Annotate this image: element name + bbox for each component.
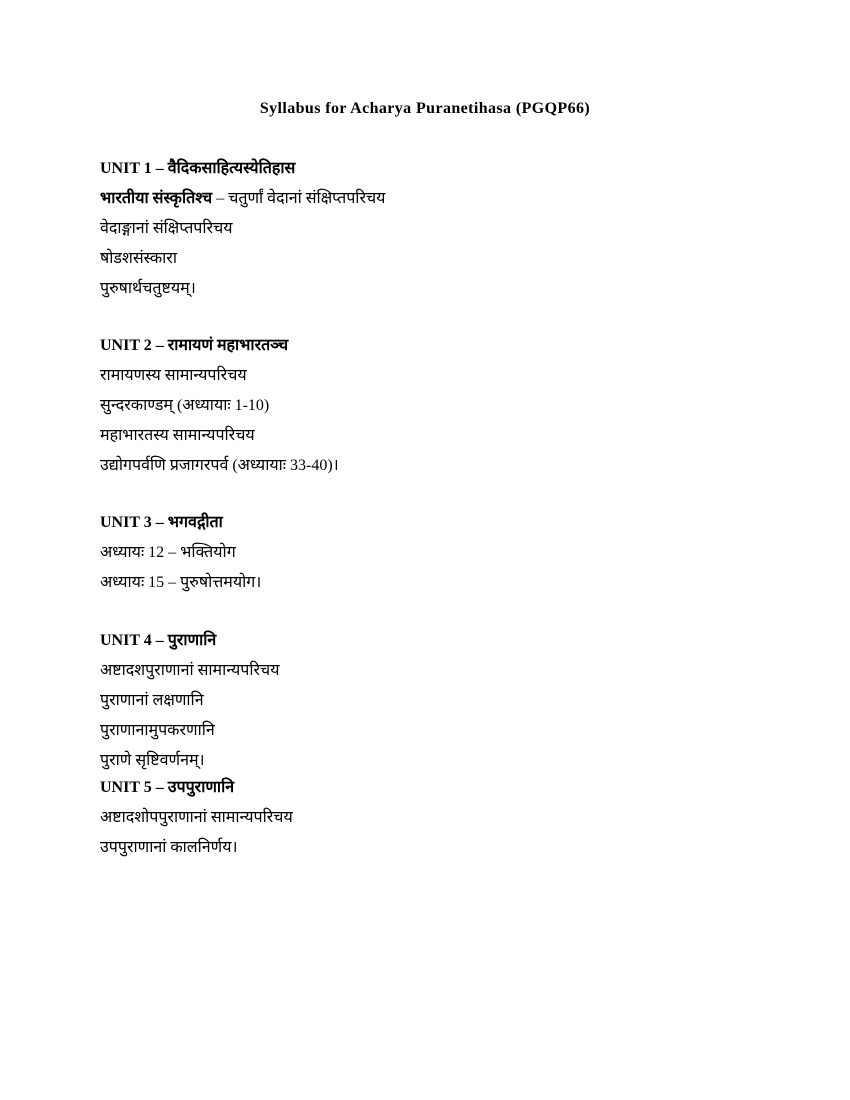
unit-5-topic-1: अष्टादशोपपुराणानां सामान्यपरिचय (100, 809, 293, 826)
unit-5-topic-2: उपपुराणानां कालनिर्णय। (100, 839, 238, 856)
unit-4-topic-3: पुराणानामुपकरणानि (100, 722, 215, 739)
unit-4-heading: UNIT 4 – पुराणानि (100, 632, 217, 649)
document-title: Syllabus for Acharya Puranetihasa (PGQP66) (259, 100, 591, 117)
unit-1-topic-1-bold: भारतीया संस्कृतिश्च (100, 190, 213, 207)
unit-1-topic-2: वेदाङ्गानां संक्षिप्तपरिचय (100, 220, 233, 237)
unit-1-topic-1-rest: – चतुर्णां वेदानां संक्षिप्तपरिचय (212, 190, 386, 207)
unit-2 (100, 331, 800, 481)
unit-3-topic-1: अध्यायः 12 – भक्तियोग (100, 544, 236, 561)
unit-4 (100, 626, 800, 776)
unit-1-topic-1 (100, 184, 800, 214)
unit-1-heading: UNIT 1 – वैदिकसाहित्यस्येतिहास (100, 160, 296, 177)
unit-3-topic-2: अध्यायः 15 – पुरुषोत्तमयोग। (100, 574, 262, 591)
unit-3 (100, 508, 800, 598)
unit-1-topic-3: षोडशसंस्कारा (100, 250, 177, 267)
unit-5 (100, 773, 800, 863)
unit-3-heading: UNIT 3 – भगवद्गीता (100, 514, 223, 531)
unit-1 (100, 154, 800, 304)
unit-4-topic-2: पुराणानां लक्षणानि (100, 692, 204, 709)
unit-5-heading: UNIT 5 – उपपुराणानि (100, 779, 235, 796)
unit-1-topic-4: पुरुषार्थचतुष्टयम्। (100, 280, 196, 297)
unit-2-topic-2: सुन्दरकाण्डम् (अध्यायाः 1-10) (100, 397, 270, 414)
unit-2-topic-3: महाभारतस्य सामान्यपरिचय (100, 427, 255, 444)
unit-4-topic-4: पुराणे सृष्टिवर्णनम्। (100, 752, 205, 769)
unit-2-topic-1: रामायणस्य सामान्यपरिचय (100, 367, 247, 384)
unit-4-topic-1: अष्टादशपुराणानां सामान्यपरिचय (100, 662, 280, 679)
unit-2-topic-4: उद्योगपर्वणि प्रजागरपर्व (अध्यायाः 33-40)। (100, 457, 339, 474)
unit-2-heading: UNIT 2 – रामायणं महाभारतञ्च (100, 337, 289, 354)
